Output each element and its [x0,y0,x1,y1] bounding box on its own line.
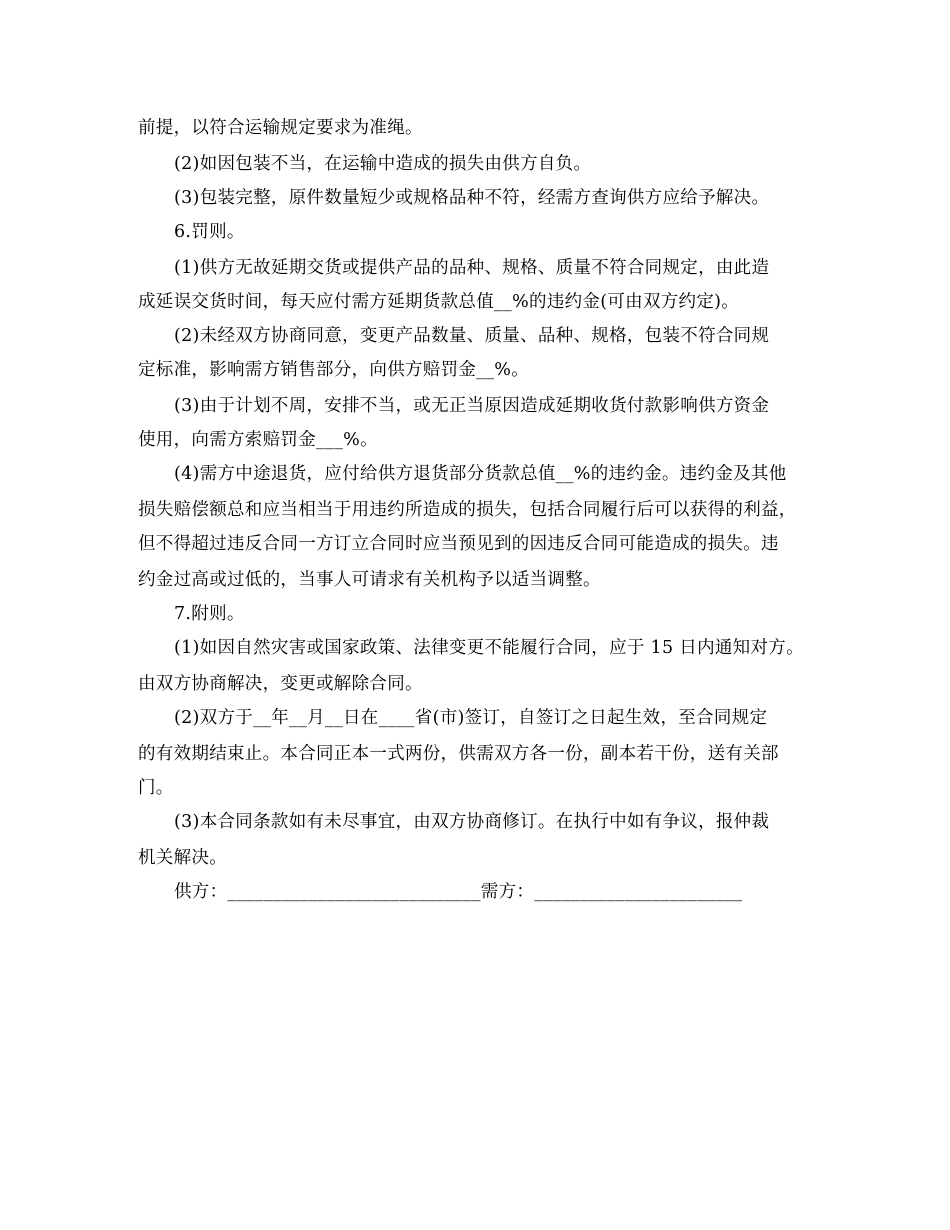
clause-penalty-3: (3)由于计划不周，安排不当，或无正当原因造成延期收货付款影响供方资金 [174,396,770,416]
paragraph-line: 的有效期结束止。本合同正本一式两份，供需双方各一份，副本若干份，送有关部 [138,744,779,764]
paragraph-line: 定标准，影响需方销售部分，向供方赔罚金__%。 [138,360,530,380]
section-heading-supplementary: 7.附则。 [174,604,245,624]
signature-line: 供方：____________________________需方：_______________________ [174,882,743,902]
clause-packaging-2: (2)如因包装不当，在运输中造成的损失由供方自负。 [174,154,592,174]
clause-supplementary-3: (3)本合同条款如有未尽事宜，由双方协商修订。在执行中如有争议，报仲裁 [174,812,770,832]
clause-penalty-1: (1)供方无故延期交货或提供产品的品种、规格、质量不符合同规定，由此造 [174,258,770,278]
paragraph-line: 但不得超过违反合同一方订立合同时应当预见到的因违反合同可能造成的损失。违 [138,534,779,554]
paragraph-line: 成延误交货时间，每天应付需方延期货款总值__%的违约金(可由双方约定)。 [138,292,740,312]
paragraph-line: 损失赔偿额总和应当相当于用违约所造成的损失，包括合同履行后可以获得的利益， [138,500,797,520]
clause-supplementary-2: (2)双方于__年__月__日在____省(市)签订，自签订之日起生效，至合同规定 [174,708,768,728]
clause-packaging-3: (3)包装完整，原件数量短少或规格品种不符，经需方查询供方应给予解决。 [174,188,770,208]
paragraph-line: 约金过高或过低的，当事人可请求有关机构予以适当调整。 [138,570,601,590]
paragraph-line: 由双方协商解决，变更或解除合同。 [138,674,423,694]
section-heading-penalties: 6.罚则。 [174,222,245,242]
clause-penalty-2: (2)未经双方协商同意，变更产品数量、质量、品种、规格，包装不符合同规 [174,326,770,346]
paragraph-line: 机关解决。 [138,848,227,868]
clause-penalty-4: (4)需方中途退货，应付给供方退货部分货款总值__%的违约金。违约金及其他 [174,464,787,484]
paragraph-line: 使用，向需方索赔罚金___%。 [138,430,378,450]
paragraph-line: 门。 [138,778,174,798]
clause-supplementary-1: (1)如因自然灾害或国家政策、法律变更不能履行合同，应于 15 日内通知对方。 [174,638,804,658]
paragraph-line: 前提，以符合运输规定要求为准绳。 [138,118,423,138]
